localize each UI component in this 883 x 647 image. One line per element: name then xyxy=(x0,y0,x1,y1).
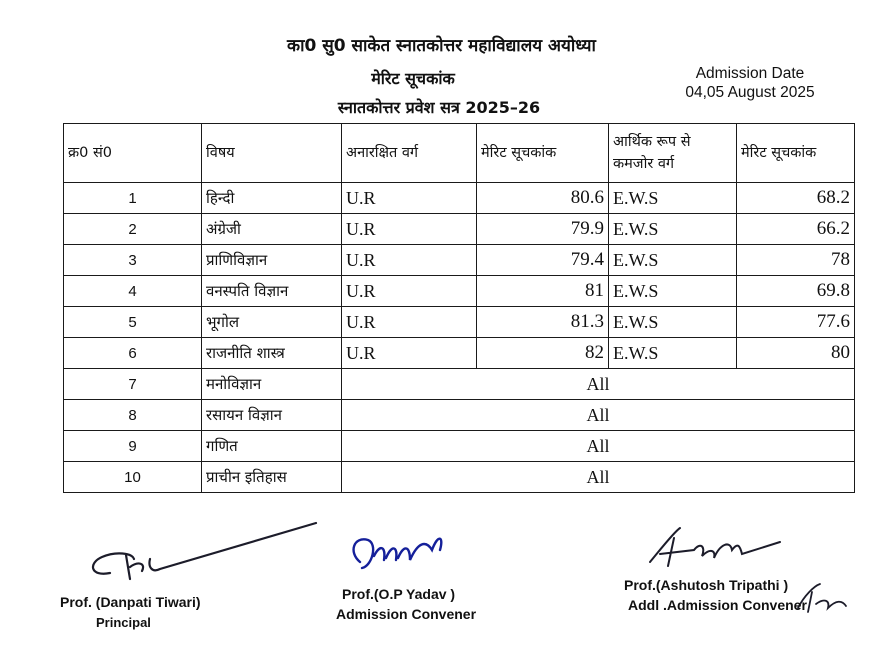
header-ur-category: अनारक्षित वर्ग xyxy=(342,124,477,183)
admission-date-value: 04,05 August 2025 xyxy=(685,84,815,101)
table-row xyxy=(64,245,855,276)
convener-name: Prof.(O.P Yadav ) xyxy=(342,586,456,602)
cell-ur-merit: 82 xyxy=(477,338,609,369)
cell-ur-category: U.R xyxy=(342,276,477,307)
header-ews-category xyxy=(609,124,737,183)
table-row xyxy=(64,462,855,493)
list-title: मेरिट सूचकांक xyxy=(371,69,455,88)
admission-date-block xyxy=(665,64,835,102)
cell-subject: राजनीति शास्त्र xyxy=(202,338,342,369)
cell-serial: 4 xyxy=(64,276,202,307)
cell-ews-category: E.W.S xyxy=(609,276,737,307)
cell-subject: गणित xyxy=(202,431,342,462)
admission-date-label: Admission Date xyxy=(695,65,805,82)
cell-subject: भूगोल xyxy=(202,307,342,338)
table-row xyxy=(64,307,855,338)
cell-subject: मनोविज्ञान xyxy=(202,369,342,400)
cell-ews-category: E.W.S xyxy=(609,183,737,214)
cell-serial: 7 xyxy=(64,369,202,400)
addl-convener-name: Prof.(Ashutosh Tripathi ) xyxy=(624,577,789,593)
header-subject: विषय xyxy=(202,124,342,183)
cell-ur-merit: 81.3 xyxy=(477,307,609,338)
convener-signature xyxy=(340,522,460,592)
cell-ews-merit: 77.6 xyxy=(737,307,855,338)
cell-ews-category: E.W.S xyxy=(609,245,737,276)
cell-all-categories: All xyxy=(342,462,855,493)
cell-ur-merit: 81 xyxy=(477,276,609,307)
cell-ews-merit: 78 xyxy=(737,245,855,276)
header-ur-merit: मेरिट सूचकांक xyxy=(477,124,609,183)
table-row xyxy=(64,276,855,307)
college-name: का0 सु0 साकेत स्नातकोत्तर महाविद्यालय अयोध्या xyxy=(287,36,596,56)
table-row xyxy=(64,431,855,462)
cell-ews-category: E.W.S xyxy=(609,338,737,369)
cell-ews-merit: 69.8 xyxy=(737,276,855,307)
cell-ur-category: U.R xyxy=(342,245,477,276)
cell-subject: रसायन विज्ञान xyxy=(202,400,342,431)
cell-ur-merit: 79.9 xyxy=(477,214,609,245)
table-row xyxy=(64,369,855,400)
table-row xyxy=(64,338,855,369)
principal-name: Prof. (Danpati Tiwari) xyxy=(60,594,201,610)
merit-table xyxy=(63,123,855,493)
cell-all-categories: All xyxy=(342,400,855,431)
cell-ur-category: U.R xyxy=(342,214,477,245)
table-header-row xyxy=(64,124,855,183)
cell-subject: प्राचीन इतिहास xyxy=(202,462,342,493)
cell-ews-merit: 80 xyxy=(737,338,855,369)
principal-signature xyxy=(80,515,320,595)
cell-ur-category: U.R xyxy=(342,307,477,338)
cell-subject: हिन्दी xyxy=(202,183,342,214)
convener-role: Admission Convener xyxy=(336,606,477,622)
cell-subject: अंग्रेजी xyxy=(202,214,342,245)
cell-serial: 5 xyxy=(64,307,202,338)
cell-serial: 9 xyxy=(64,431,202,462)
cell-serial: 6 xyxy=(64,338,202,369)
cell-ews-merit: 68.2 xyxy=(737,183,855,214)
cell-ews-category: E.W.S xyxy=(609,214,737,245)
header-ews-category-text: आर्थिक रूप से कमजोर वर्ग xyxy=(613,134,691,172)
cell-ur-merit: 80.6 xyxy=(477,183,609,214)
cell-serial: 3 xyxy=(64,245,202,276)
header-ews-merit: मेरिट सूचकांक xyxy=(737,124,855,183)
cell-subject: वनस्पति विज्ञान xyxy=(202,276,342,307)
cell-subject: प्राणिविज्ञान xyxy=(202,245,342,276)
cell-serial: 1 xyxy=(64,183,202,214)
cell-all-categories: All xyxy=(342,431,855,462)
cell-all-categories: All xyxy=(342,369,855,400)
cell-serial: 8 xyxy=(64,400,202,431)
cell-serial: 2 xyxy=(64,214,202,245)
cell-serial: 10 xyxy=(64,462,202,493)
cell-ur-merit: 79.4 xyxy=(477,245,609,276)
cell-ur-category: U.R xyxy=(342,183,477,214)
header-serial: क्र0 सं0 xyxy=(64,124,202,183)
table-row xyxy=(64,214,855,245)
principal-role: Principal xyxy=(96,615,151,630)
addl-convener-role: Addl .Admission Convener xyxy=(628,597,807,613)
table-row xyxy=(64,400,855,431)
cell-ews-merit: 66.2 xyxy=(737,214,855,245)
cell-ur-category: U.R xyxy=(342,338,477,369)
table-row xyxy=(64,183,855,214)
session-title: स्नातकोत्तर प्रवेश सत्र 2025–26 xyxy=(337,98,541,117)
cell-ews-category: E.W.S xyxy=(609,307,737,338)
